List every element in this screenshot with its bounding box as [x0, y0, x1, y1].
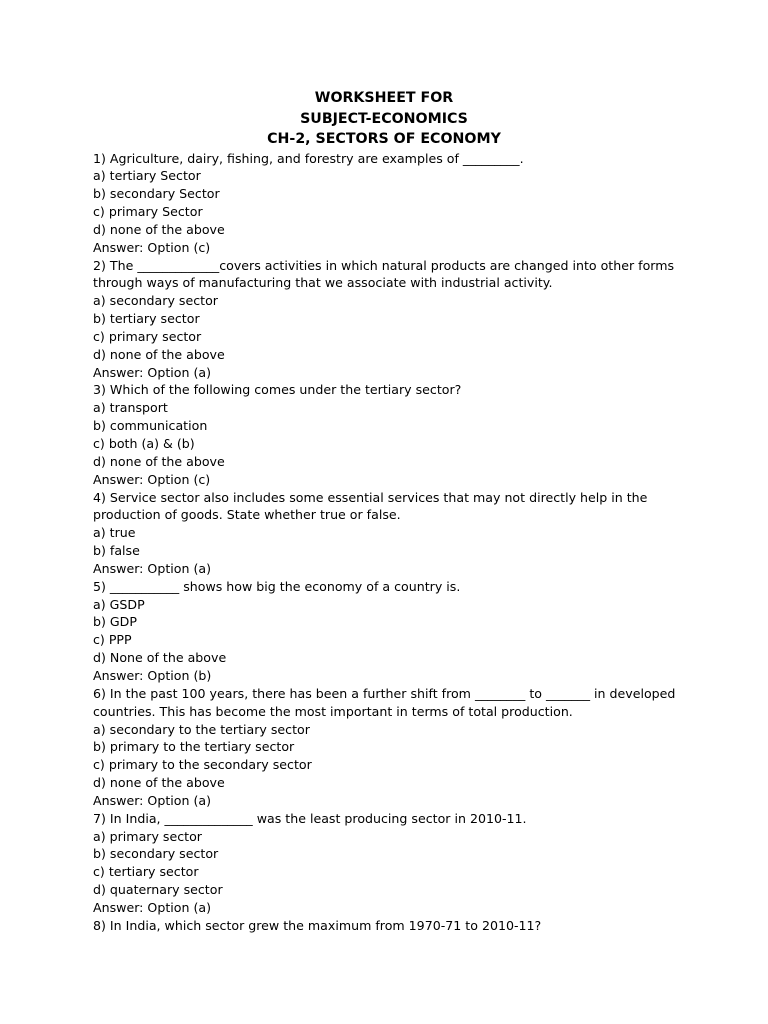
answer-key: Answer: Option (c)	[93, 471, 211, 487]
worksheet-body	[93, 150, 703, 935]
answer-choice: d) None of the above	[93, 650, 227, 666]
answer-choice: b) GDP	[93, 614, 137, 630]
title-line: WORKSHEET FOR	[314, 90, 454, 106]
question-text: 3) Which of the following comes under the tertiary sector?	[93, 382, 462, 398]
question-text: 6) In the past 100 years, there has been a further shift from ________ to _______ in developed	[93, 685, 676, 701]
answer-key: Answer: Option (a)	[93, 792, 211, 808]
answer-key: Answer: Option (a)	[93, 560, 211, 576]
question-text: production of goods. State whether true or false.	[93, 507, 401, 523]
question-text: 8) In India, which sector grew the maximum from 1970-71 to 2010-11?	[93, 917, 542, 933]
answer-choice: b) communication	[93, 418, 208, 434]
answer-choice: b) secondary Sector	[93, 186, 220, 202]
question-text: 1) Agriculture, dairy, fishing, and forestry are examples of _________.	[93, 150, 524, 166]
answer-choice: a) secondary to the tertiary sector	[93, 721, 310, 737]
question-text: through ways of manufacturing that we associate with industrial activity.	[93, 275, 553, 291]
question-text: 7) In India, ______________ was the least producing sector in 2010-11.	[93, 810, 527, 826]
answer-choice: a) primary sector	[93, 828, 202, 844]
answer-key: Answer: Option (b)	[93, 667, 212, 683]
answer-choice: c) primary sector	[93, 328, 202, 344]
question-text: 2) The _____________covers activities in which natural products are changed into other forms	[93, 257, 675, 273]
answer-key: Answer: Option (a)	[93, 364, 211, 380]
worksheet-title	[0, 88, 768, 150]
answer-choice: c) primary Sector	[93, 204, 203, 220]
answer-key: Answer: Option (c)	[93, 239, 211, 255]
answer-choice: a) secondary sector	[93, 293, 218, 309]
title-line: CH-2, SECTORS OF ECONOMY	[267, 131, 501, 147]
question-text: 4) Service sector also includes some essential services that may not directly help in the	[93, 489, 648, 505]
answer-choice: d) none of the above	[93, 221, 225, 237]
answer-choice: d) none of the above	[93, 775, 225, 791]
answer-choice: d) none of the above	[93, 346, 225, 362]
answer-choice: c) primary to the secondary sector	[93, 757, 312, 773]
answer-choice: c) PPP	[93, 632, 132, 648]
answer-choice: b) tertiary sector	[93, 311, 200, 327]
answer-choice: a) true	[93, 525, 136, 541]
answer-choice: c) tertiary sector	[93, 864, 199, 880]
answer-key: Answer: Option (a)	[93, 899, 211, 915]
answer-choice: c) both (a) & (b)	[93, 436, 195, 451]
answer-choice: a) GSDP	[93, 596, 145, 612]
question-text: countries. This has become the most important in terms of total production.	[93, 703, 573, 719]
answer-choice: a) transport	[93, 400, 168, 416]
answer-choice: b) false	[93, 543, 140, 559]
answer-choice: d) none of the above	[93, 453, 225, 469]
answer-choice: b) primary to the tertiary sector	[93, 739, 295, 755]
answer-choice: b) secondary sector	[93, 846, 219, 862]
title-line: SUBJECT-ECONOMICS	[300, 110, 468, 127]
answer-choice: a) tertiary Sector	[93, 168, 201, 184]
answer-choice: d) quaternary sector	[93, 882, 223, 898]
question-text: 5) ___________ shows how big the economy of a country is.	[93, 578, 461, 594]
